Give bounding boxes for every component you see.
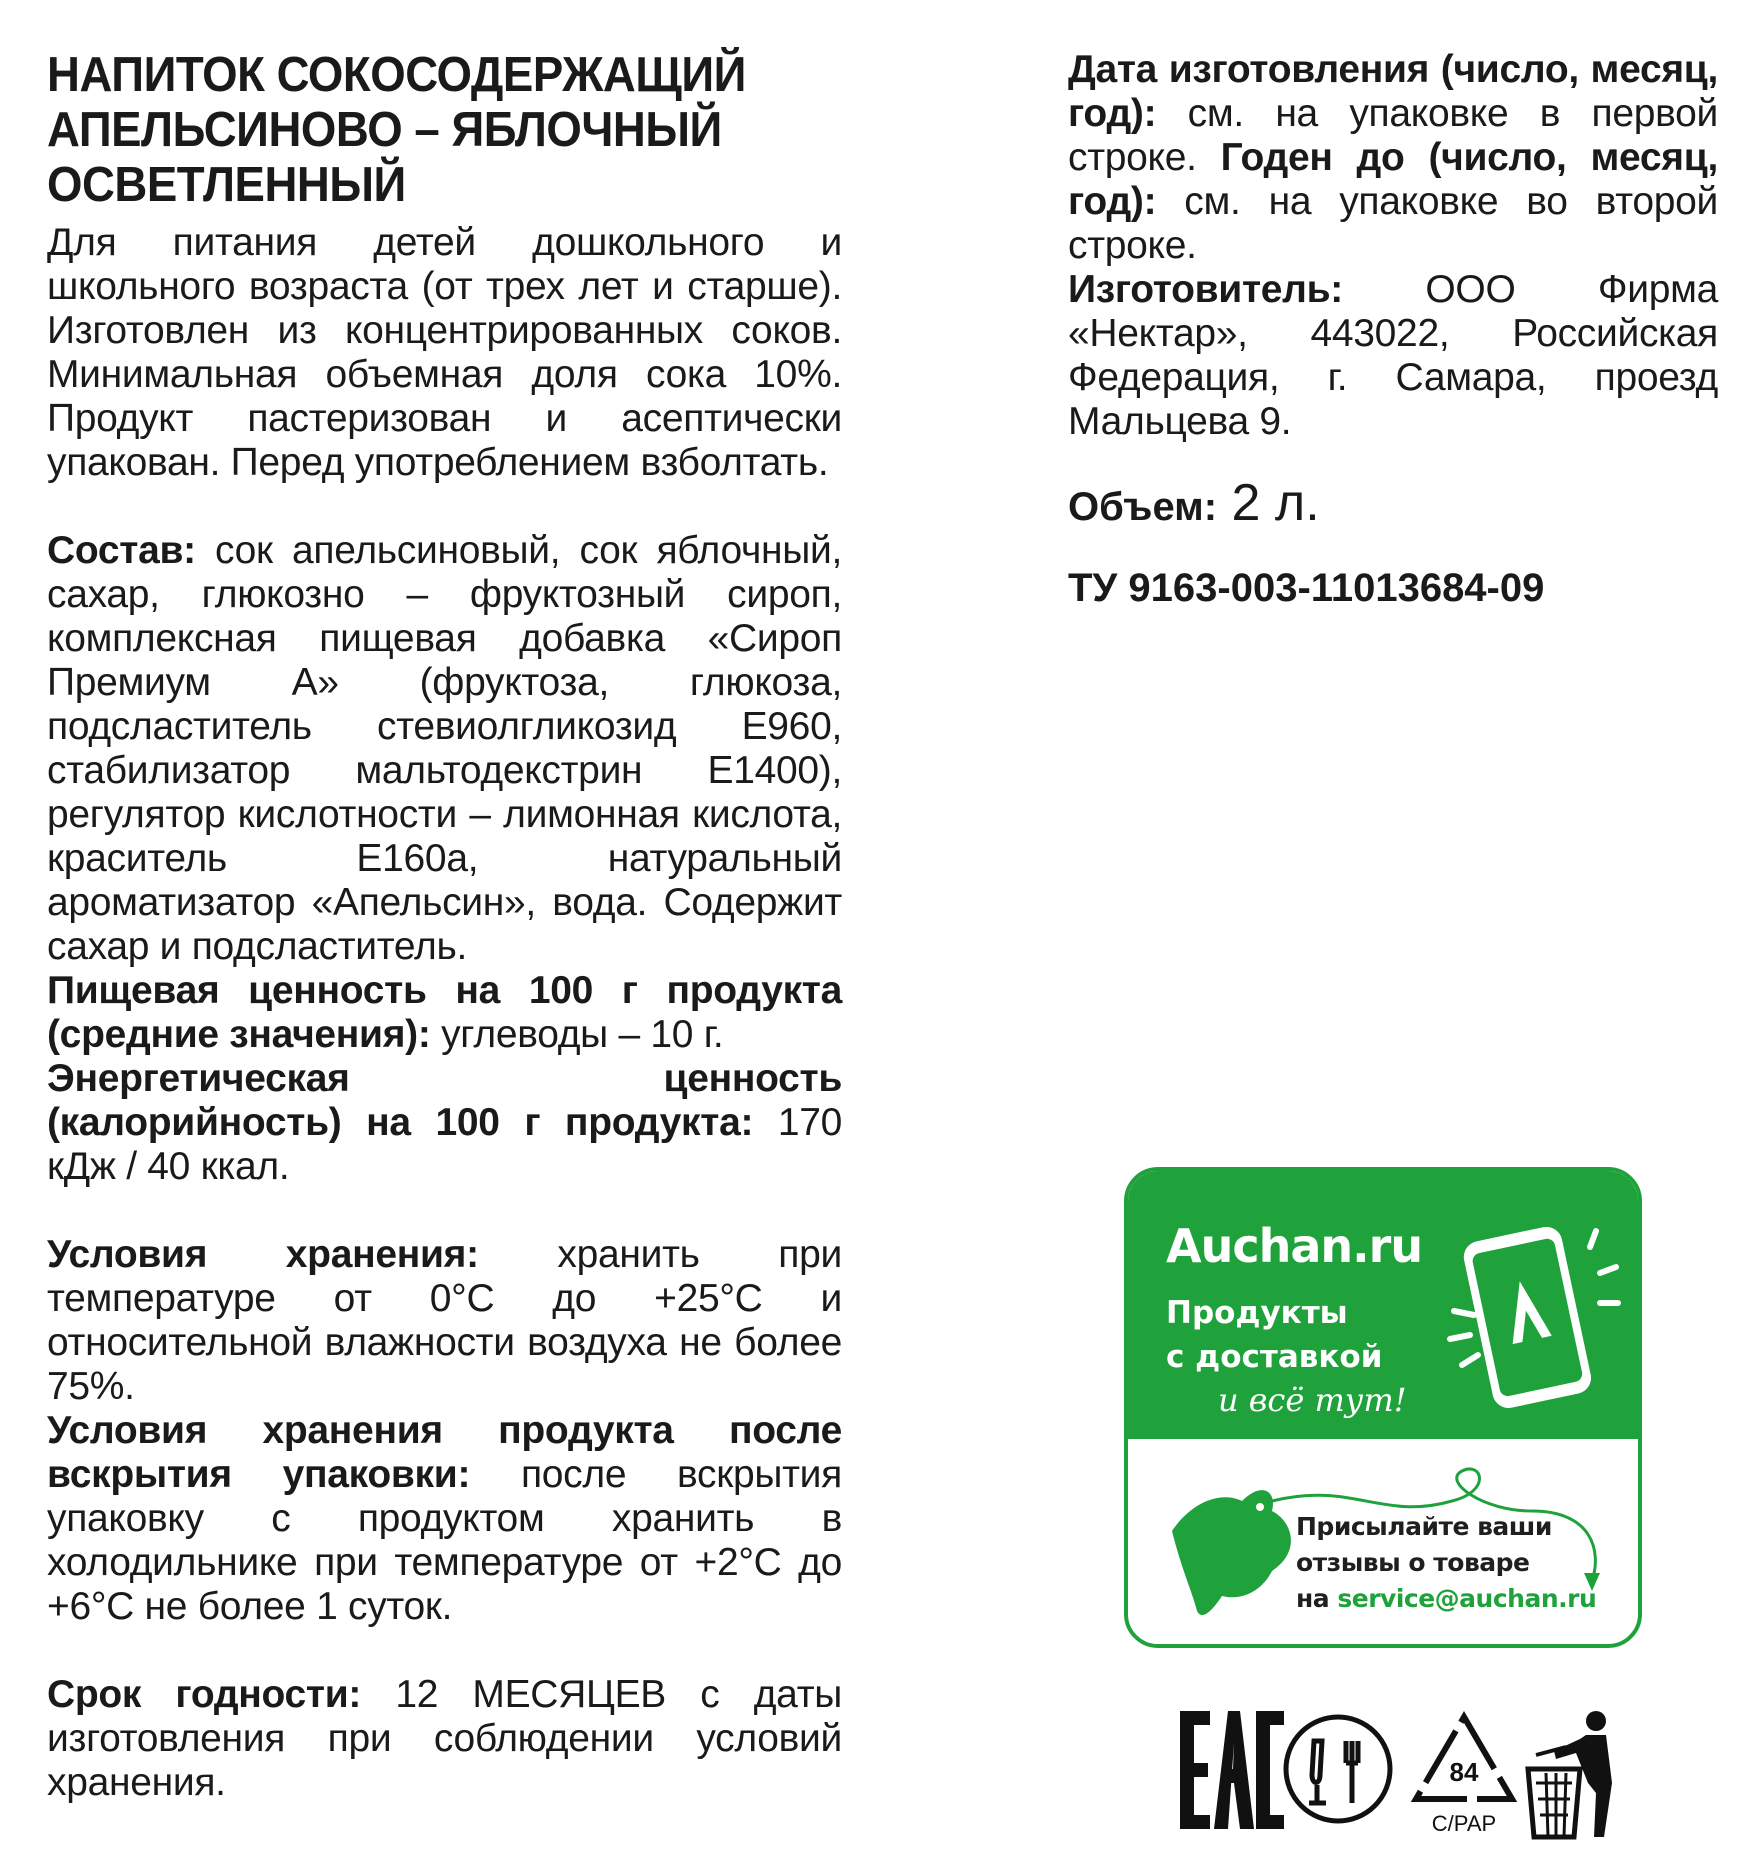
feedback-line-3 [1296,1581,1596,1617]
feedback-email[interactable]: service@auchan.ru [1337,1584,1597,1613]
certification-marks [1176,1703,1616,1843]
dates [1068,48,1718,268]
product-title: НАПИТОК СОКОСОДЕРЖАЩИЙ АПЕЛЬСИНОВО – ЯБЛОЧНЫЙ ОСВЕТЛЕННЫЙ [47,48,746,212]
composition-label: Состав: [47,529,196,572]
storage [47,1233,842,1409]
storage-after-text: после вскрытия упаковку с продуктом хранить в холодильнике при температуре от +2°С до +6°С не более 1 суток. [47,1453,842,1628]
recycle-number: 84 [1449,1757,1479,1787]
production-date-text: см. на упаковке в первой строке. [1068,92,1718,179]
energy [47,1057,842,1189]
feedback-line-1: Присылайте ваши [1296,1512,1552,1541]
storage-label: Условия хранения: [47,1233,479,1276]
manufacturer-label: Изготовитель: [1068,268,1343,311]
shelf-life-label: Срок годности: [47,1673,362,1716]
volume-unit: л. [1260,474,1320,532]
shelf-life-text: 12 МЕСЯЦЕВ с даты изготовления при соблюдении условий хранения. [47,1673,842,1804]
volume-value: 2 [1217,474,1261,532]
eac-mark [1180,1711,1284,1829]
tech-spec-number: ТУ 9163-003-11013684-09 [1068,566,1545,610]
expiry-label: Годен до (число, месяц, год): [1068,136,1718,223]
promo-line-3: и всё тут! [1218,1381,1407,1419]
auchan-promo-card [1124,1167,1642,1648]
recycle-code: C/PAP [1431,1811,1497,1836]
promo-feedback [1296,1509,1596,1617]
nutrition [47,969,842,1057]
left-column [47,48,842,1805]
nutrition-label: Пищевая ценность на 100 г продукта (средние значения): [47,969,842,1056]
phone-icon [1444,1211,1624,1411]
production-date-label: Дата изготовления (число, месяц, год): [1068,48,1718,135]
storage-after-opening [47,1409,842,1629]
food-contact-icon [1286,1717,1390,1821]
shelf-life [47,1673,842,1805]
promo-brand: Auchan.ru [1166,1219,1423,1273]
intro-text: Для питания детей дошкольного и школьного возраста (от трех лет и старше). Изготовлен из концентрированных соков. Минимальная объемная доля сока 10%. Продукт пастеризован и асептически упакован. Перед употреблением взболтать. [47,221,842,484]
promo-line-1: Продукты [1166,1295,1348,1331]
volume [1068,474,1718,532]
feedback-on: на [1296,1584,1338,1613]
energy-text: 170 кДж / 40 ккал. [47,1101,842,1188]
storage-after-label: Условия хранения продукта после вскрытия упаковки: [47,1409,842,1496]
nutrition-text: углеводы – 10 г. [430,1013,724,1056]
manufacturer [1068,268,1718,444]
composition-text: сок апельсиновый, сок яблочный, сахар, глюкозно – фруктозный сироп, комплексная пищевая добавка «Сироп Премиум А» (фруктоза, глюкоза, подсластитель стевиолгликозид Е960, стабилизатор мальтодекстрин Е1400), регулятор кислотности – лимонная кислота, краситель Е160а, натуральный ароматизатор «Апельсин», вода. Содержит сахар и подсластитель. [47,529,842,968]
composition [47,529,842,969]
feedback-line-2: отзывы о товаре [1296,1548,1530,1577]
tidyman-icon [1528,1711,1612,1837]
right-column [1068,48,1718,611]
expiry-text: см. на упаковке во второй строке. [1068,180,1718,267]
promo-line-2: с доставкой [1166,1339,1383,1375]
recycle-icon [1416,1717,1512,1836]
energy-label: Энергетическая ценность (калорийность) на 100 г продукта: [47,1057,842,1144]
storage-text: хранить при температуре от 0°С до +25°С и относительной влажности воздуха не более 75%. [47,1233,842,1408]
volume-label: Объем: [1068,485,1218,529]
manufacturer-text: ООО Фирма «Нектар», 443022, Российская Федерация, г. Самара, проезд Мальцева 9. [1068,268,1718,443]
